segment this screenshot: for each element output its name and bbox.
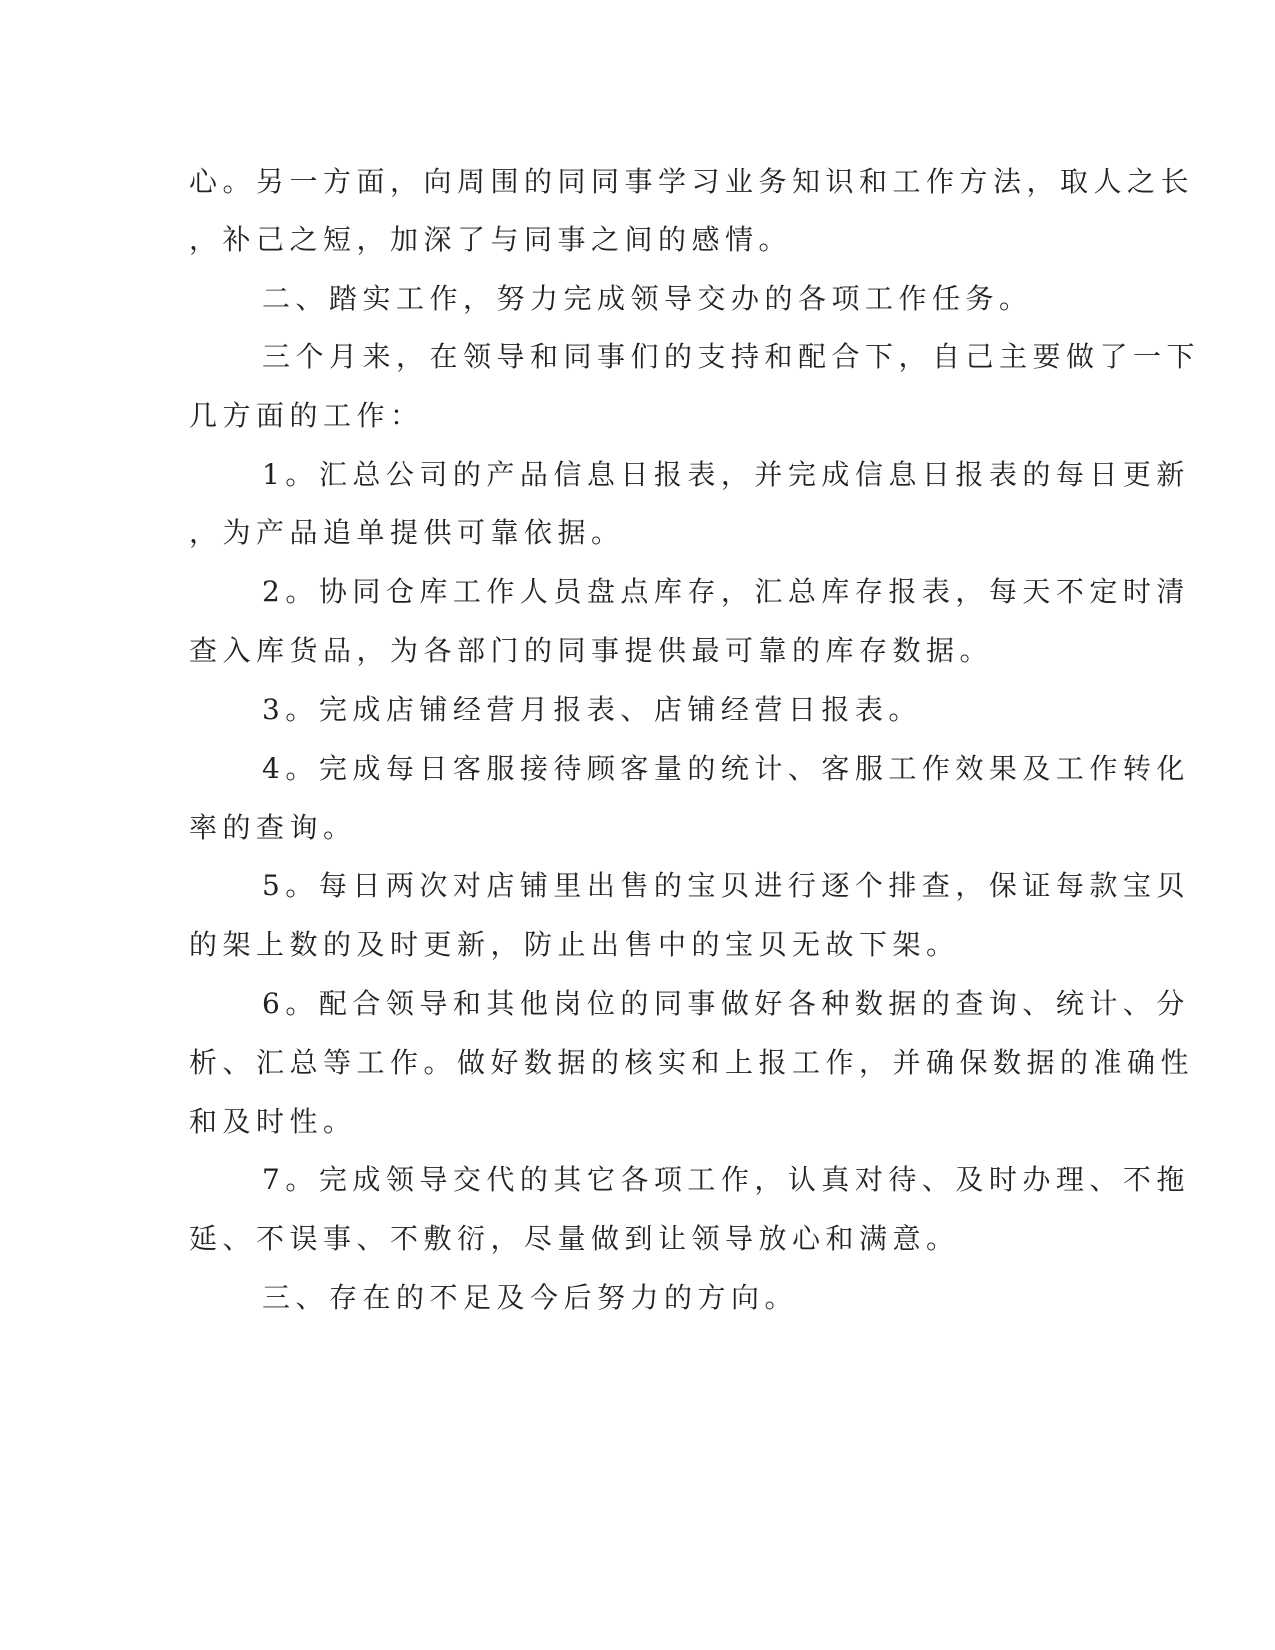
section-heading: 三、存在的不足及今后努力的方向。 [262, 1281, 799, 1314]
text-line: ，为产品追单提供可靠依据。 [189, 516, 625, 549]
text-line: 和及时性。 [189, 1105, 357, 1138]
text-line: 几方面的工作： [189, 399, 424, 432]
list-item: 6。配合领导和其他岗位的同事做好各种数据的查询、统计、分 [262, 987, 1190, 1020]
text-line: 三个月来，在领导和同事们的支持和配合下，自己主要做了一下 [262, 340, 1201, 373]
list-item: 1。汇总公司的产品信息日报表，并完成信息日报表的每日更新 [262, 458, 1190, 491]
text-line: 查入库货品，为各部门的同事提供最可靠的库存数据。 [189, 634, 994, 667]
text-line: 的架上数的及时更新，防止出售中的宝贝无故下架。 [189, 928, 960, 961]
section-heading: 二、踏实工作，努力完成领导交办的各项工作任务。 [262, 282, 1033, 315]
text-line: 析、汇总等工作。做好数据的核实和上报工作，并确保数据的准确性 [189, 1046, 1195, 1079]
list-item: 4。完成每日客服接待顾客量的统计、客服工作效果及工作转化 [262, 752, 1190, 785]
text-line: 率的查询。 [189, 811, 357, 844]
list-item: 2。协同仓库工作人员盘点库存，汇总库存报表，每天不定时清 [262, 575, 1190, 608]
list-item: 3。完成店铺经营月报表、店铺经营日报表。 [262, 693, 922, 726]
list-item: 5。每日两次对店铺里出售的宝贝进行逐个排查，保证每款宝贝 [262, 869, 1190, 902]
list-item: 7。完成领导交代的其它各项工作，认真对待、及时办理、不拖 [262, 1163, 1190, 1196]
text-line: 心。另一方面，向周围的同同事学习业务知识和工作方法，取人之长 [189, 165, 1195, 198]
text-line: 延、不误事、不敷衍，尽量做到让领导放心和满意。 [189, 1222, 960, 1255]
text-line: ，补己之短，加深了与同事之间的感情。 [189, 223, 793, 256]
